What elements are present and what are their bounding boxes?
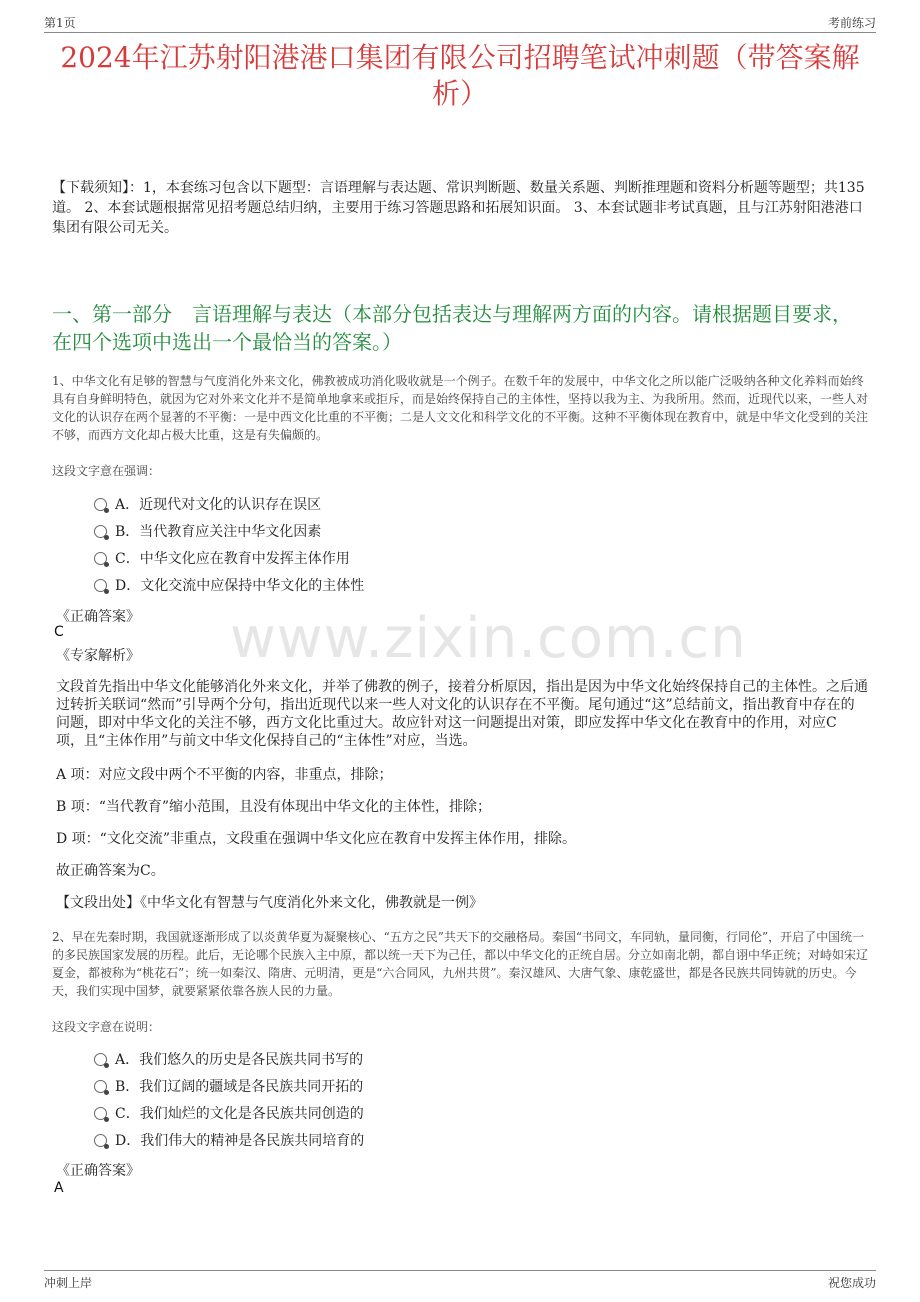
question-2-text: 2、早在先秦时期，我国就逐渐形成了以炎黄华夏为凝聚核心、“五方之民”共天下的交融格局。秦国“书同文，车同轨，量同衡，行同伦”，开启了中国统一的多民族国家发展的历程。此后，无论哪个民族入主中原，都以统一天下为己任，都以中华文化的正统自居。分立如南北朝，都自诩中华正统；对峙如宋辽夏金，都被称为“桃花石”；统一如秦汉、隋唐、元明清，更是“六合同风，九州共贯”。秦汉雄风、大唐气象、康乾盛世，都是各民族共同铸就的历史。今天，我们实现中国梦，就要紧紧依靠各族人民的力量。 [52,930,869,998]
q2-option-c[interactable]: C．我们灿烂的文化是各民族共同创造的 [94,1104,364,1124]
q1-note-d: D 项：“文化交流”非重点，文段重在强调中华文化应在教育中发挥主体作用，排除。 [56,831,576,847]
radio-icon[interactable] [94,579,107,592]
header-label: 考前练习 [827,16,876,30]
document-title: 2024年江苏射阳港港口集团有限公司招聘笔试冲刺题（带答案解析） [60,41,860,110]
q1-analysis-label: 《专家解析》 [56,648,140,664]
q1-option-c[interactable]: C．中华文化应在教育中发挥主体作用 [94,549,350,569]
radio-icon[interactable] [94,1080,107,1093]
question-2-stem: 这段文字意在说明： [52,1020,161,1034]
download-notice: 【下载须知】：1，本套练习包含以下题型：言语理解与表达题、常识判断题、数量关系题、判断推理题和资料分析题等题型；共135道。 2、本套试题根据常见招考题总结归纳，主要用于练习答题思路和拓展知识面。 3、本套试题非考试真题，且与江苏射阳港港口集团有限公司无关。 [52,180,865,236]
question-1-text: 1、中华文化有足够的智慧与气度消化外来文化，佛教被成功消化吸收就是一个例子。在数千年的发展中，中华文化之所以能广泛吸纳各种文化养料而始终具有自身鲜明特色，就因为它对外来文化并不是简单地拿来或拒斥，而是始终保持自己的主体性，坚持以我为主、为我所用。然而，近现代以来，一些人对文化的认识存在两个显著的不平衡：一是中西文化比重的不平衡；二是人文文化和科学文化的不平衡。这种不平衡体现在教育中，就是中华文化受到的关注不够，而西方文化却占极大比重，这是有失偏颇的。 [52,374,869,442]
q1-answer-label: 《正确答案》 [56,609,140,625]
radio-icon[interactable] [94,1134,107,1147]
q1-option-a[interactable]: A．近现代对文化的认识存在误区 [94,495,321,515]
q1-conclusion: 故正确答案为C。 [56,863,165,879]
q2-answer-label: 《正确答案》 [56,1163,140,1179]
q1-option-d[interactable]: D．文化交流中应保持中华文化的主体性 [94,576,364,596]
q1-source: 【文段出处】《中华文化有智慧与气度消化外来文化，佛教就是一例》 [56,895,483,911]
radio-icon[interactable] [94,1107,107,1120]
q2-option-d[interactable]: D．我们伟大的精神是各民族共同培育的 [94,1131,364,1151]
radio-icon[interactable] [94,498,107,511]
footer-left: 冲刺上岸 [44,1276,93,1290]
watermark: www.zixin.com.cn [230,606,747,671]
radio-icon[interactable] [94,525,107,538]
page-number: 第1页 [44,16,76,30]
q2-option-a[interactable]: A．我们悠久的历史是各民族共同书写的 [94,1050,363,1070]
footer-right: 祝您成功 [827,1276,876,1290]
q1-analysis: 文段首先指出中华文化能够消化外来文化，并举了佛教的例子，接着分析原因，指出是因为中华文化始终保持自己的主体性。之后通过转折关联词“然而”引导两个分句，指出近现代以来一些人对文化的认识存在不平衡。尾句通过“这”总结前文，指出教育中存在的问题，即对中华文化的关注不够，西方文化比重过大。故应针对这一问题提出对策，即应发挥中华文化在教育中的作用，对应C 项，且“主体作用”与前文中华文化保持自己的“主体性”对应，当选。 [56,679,868,749]
section-title: 一、第一部分 言语理解与表达（本部分包括表达与理解两方面的内容。请根据题目要求，在四个选项中选出一个最恰当的答案。） [52,302,852,354]
radio-icon[interactable] [94,1053,107,1066]
q1-option-b[interactable]: B．当代教育应关注中华文化因素 [94,522,321,542]
q1-note-b: B 项：“当代教育”缩小范围，且没有体现出中华文化的主体性，排除； [56,799,492,815]
q1-answer: C [54,624,64,640]
question-1-stem: 这段文字意在强调： [52,464,161,478]
q2-option-b[interactable]: B．我们辽阔的疆域是各民族共同开拓的 [94,1077,363,1097]
page-footer [44,1270,876,1289]
radio-icon[interactable] [94,552,107,565]
q1-note-a: A 项：对应文段中两个不平衡的内容，非重点，排除； [56,767,393,783]
page-header [44,14,876,33]
q2-answer: A [54,1180,64,1196]
